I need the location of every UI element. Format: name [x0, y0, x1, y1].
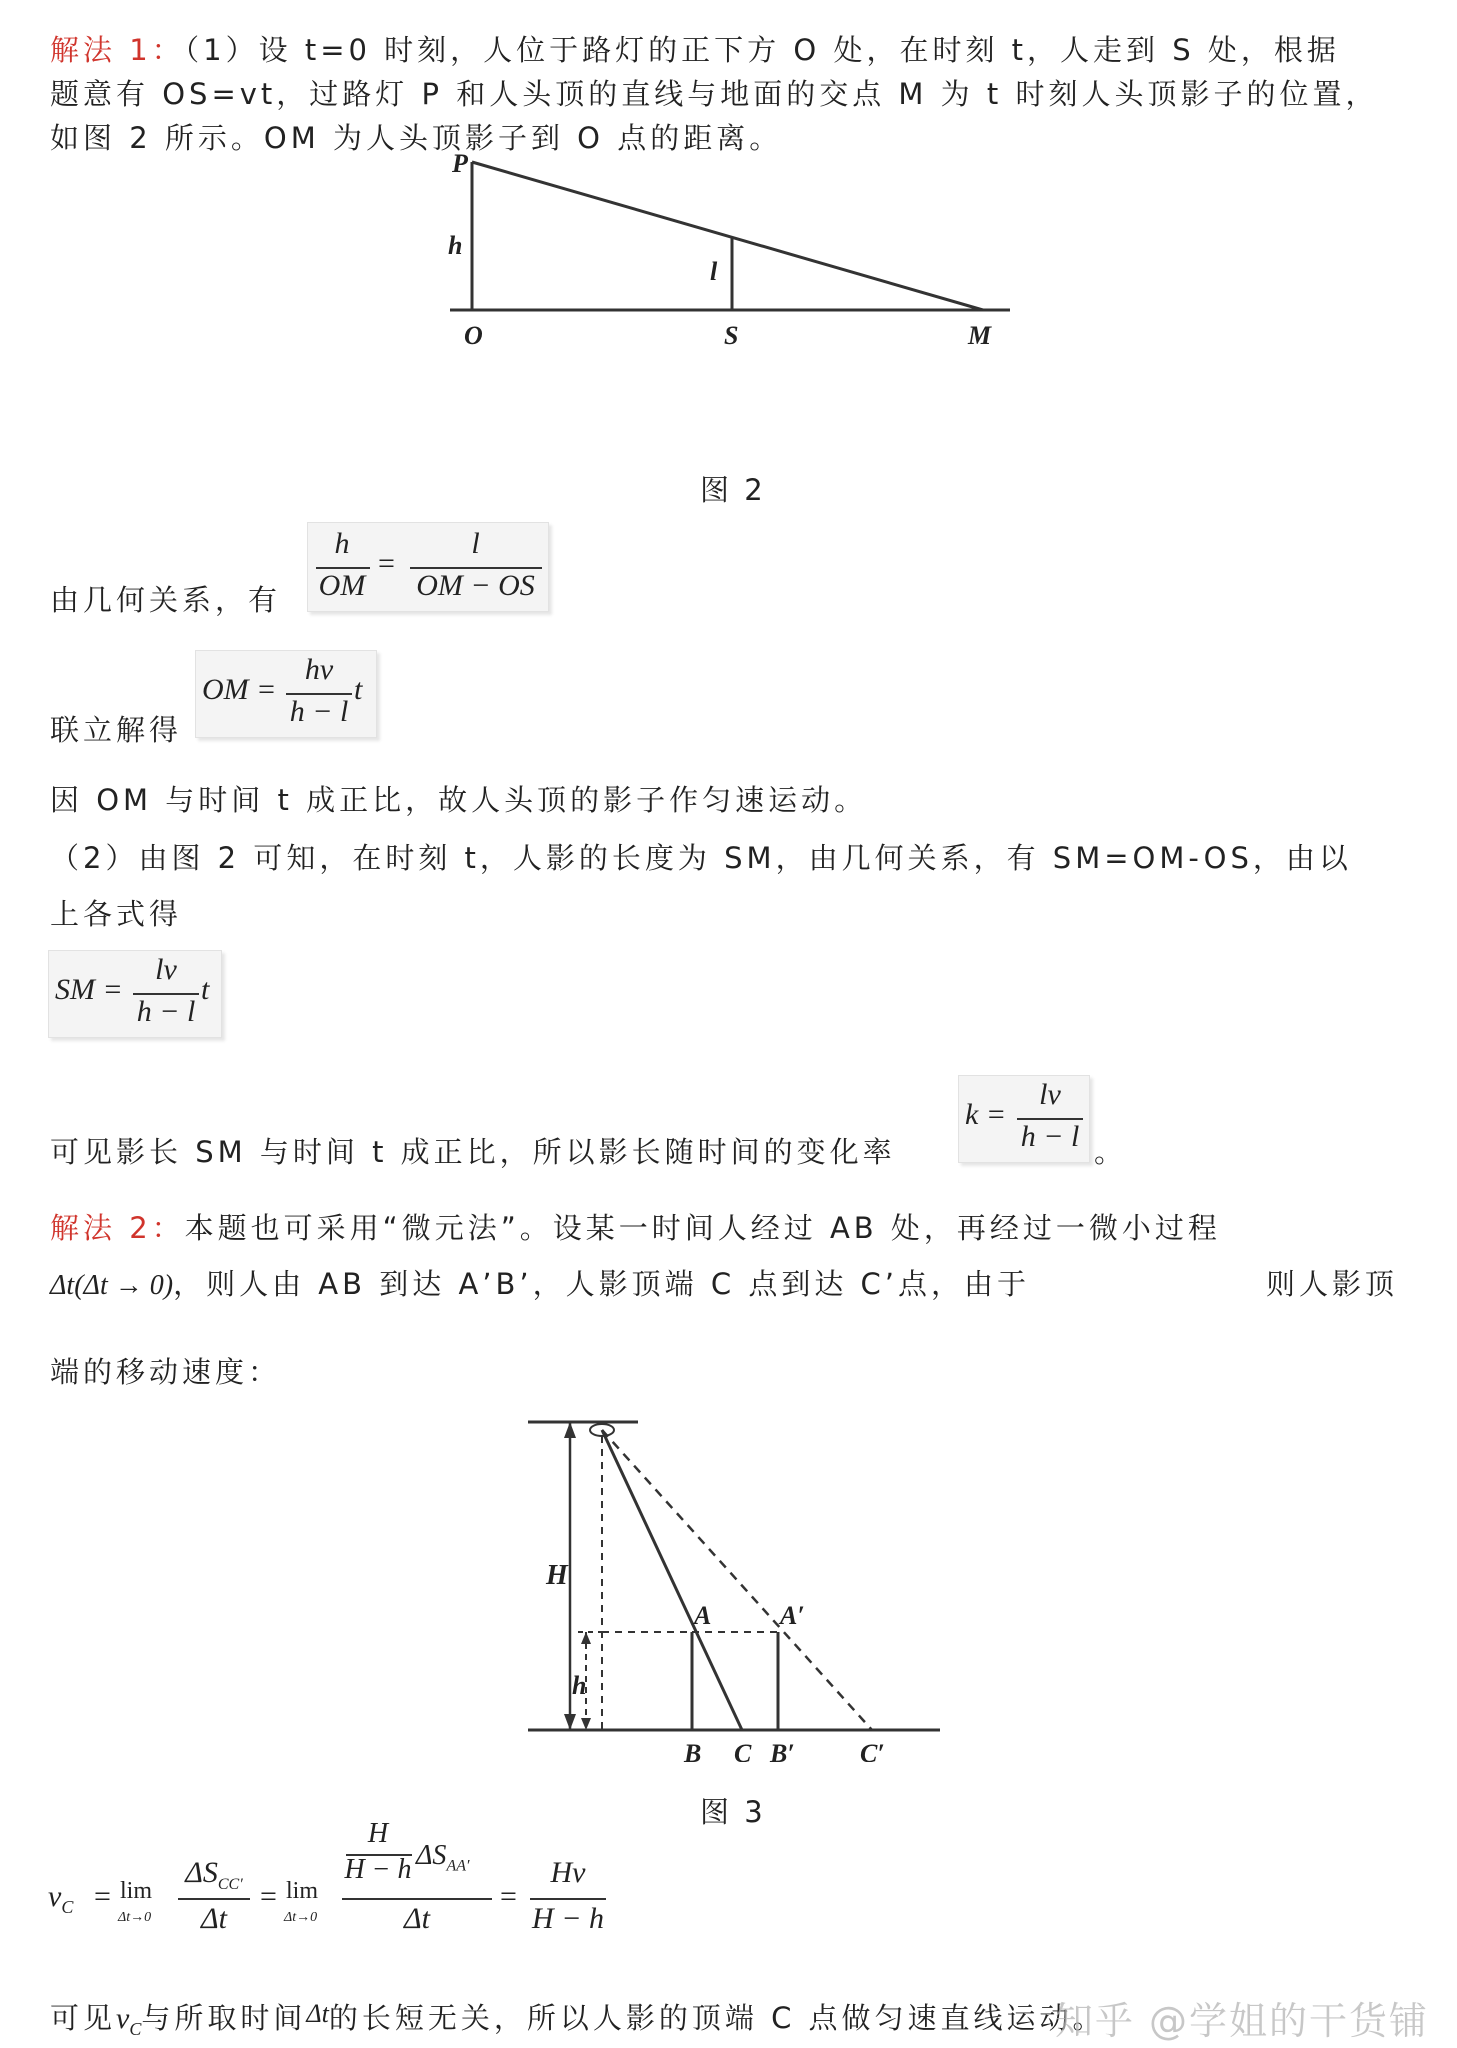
label-M: M [968, 321, 992, 350]
sol2-line2 [50, 1262, 1415, 1303]
eq1-left-num: h [334, 527, 350, 560]
label-P: P [452, 150, 468, 178]
figure-2 [440, 150, 1020, 360]
eq5-lim2: lim [286, 1878, 319, 1904]
sol2-title: 解法 2： [50, 1211, 185, 1245]
eq4-num: lv [1039, 1078, 1061, 1111]
label-h-fig3: h [572, 1671, 587, 1700]
sol2-line2b: 则人影顶 [1266, 1267, 1399, 1301]
equation-4 [958, 1075, 1090, 1163]
rate-end: 。 [1094, 1135, 1128, 1169]
eq1-right-num: l [471, 527, 480, 560]
sol2-line3: 端的移动速度： [50, 1355, 282, 1389]
eq5-lim1: lim [120, 1878, 153, 1904]
final-line: 可见$v_C$与所取时间Δt的长短无关，所以人影的顶端 C 点做匀速直线运动。 [50, 1999, 1106, 2039]
label-l: l [710, 257, 718, 286]
label-O: O [464, 321, 483, 350]
eq1-equals: = [378, 547, 395, 580]
eq3-den: h − l [136, 995, 196, 1028]
eq5-frac1-den: Δt [201, 1902, 227, 1935]
eq5-frac3-num: Hv [550, 1856, 586, 1889]
eq5-inner-num: H [367, 1818, 389, 1849]
sol1-title: 解法 1： [50, 33, 185, 67]
label-B-prime: B′ [770, 1739, 795, 1762]
label-A: A [694, 1601, 712, 1630]
solve-text: 联立解得 [50, 713, 183, 747]
label-H: H [546, 1560, 568, 1591]
eq1-right-den: OM − OS [416, 569, 535, 602]
equation-5 [48, 1818, 648, 1940]
label-C: C [734, 1739, 752, 1762]
eq5-eq2: = [260, 1880, 277, 1913]
eq3-num: lv [155, 953, 177, 986]
sol1-p2-line1: （2）由图 2 可知，在时刻 t，人影的长度为 SM，由几何关系，有 SM=OM-OS，由以 [50, 841, 1352, 875]
sol1-p1-line1: （1）设 t=0 时刻，人位于路灯的正下方 O 处，在时刻 t，人走到 S 处，根据 [184, 33, 1340, 67]
label-A-prime: A′ [780, 1601, 805, 1630]
sol1-p1-line3: 如图 2 所示。OM 为人头顶影子到 O 点的距离。 [50, 121, 783, 155]
eq4-den: h − l [1020, 1120, 1080, 1153]
sol1-p1-line2: 题意有 OS=vt，过路灯 P 和人头顶的直线与地面的交点 M 为 t 时刻人头顶影子的位置， [50, 77, 1379, 111]
eq3-lhs: SM = [55, 973, 123, 1006]
equation-2 [195, 650, 377, 738]
sol1-p2-line2: 上各式得 [50, 897, 183, 931]
eq3-tail: t [201, 973, 210, 1006]
eq5-inner-den: H − h [344, 1854, 412, 1885]
eq5-frac1-num: $\Delta S_{CC'}$ [185, 1856, 243, 1893]
sol2-line1 [50, 1206, 1415, 1247]
eq5-vc: $v_C$ [48, 1880, 74, 1917]
final-dt: Δt [306, 1999, 329, 2028]
label-h: h [448, 231, 463, 260]
fig2-caption: 图 2 [700, 473, 766, 507]
eq5-eq3: = [500, 1880, 517, 1913]
eq1-left-den: OM [318, 569, 366, 602]
equation-1 [307, 522, 549, 612]
label-B: B [684, 1739, 702, 1762]
fig3-caption: 图 3 [700, 1795, 766, 1829]
eq5-frac2-den: Δt [404, 1902, 430, 1935]
equation-3 [48, 950, 222, 1038]
eq2-tail: t [354, 673, 363, 706]
eq2-lhs: OM = [202, 673, 277, 706]
label-S: S [724, 321, 739, 350]
label-C-prime: C′ [860, 1739, 885, 1762]
final-vc: v [116, 2002, 130, 2035]
watermark: 知乎 @学姐的干货铺 [1054, 1999, 1429, 2043]
conclusion-1: 因 OM 与时间 t 成正比，故人头顶的影子作匀速运动。 [50, 783, 868, 817]
rate-text: 可见影长 SM 与时间 t 成正比，所以影长随时间的变化率 [50, 1135, 896, 1169]
eq5-lim1-sub: Δt→0 [118, 1910, 152, 1925]
eq5-eq1: = [94, 1880, 111, 1913]
figure-3 [520, 1412, 940, 1762]
sol2-line1-text: 本题也可采用“微元法”。设某一时间人经过 AB 处，再经过一微小过程 [184, 1211, 1221, 1245]
sol1-line1 [50, 28, 1415, 69]
eq5-lim2-sub: Δt→0 [284, 1910, 318, 1925]
eq5-dS: $\Delta S_{AA'}$ [416, 1840, 470, 1875]
geo-text: 由几何关系，有 [50, 583, 282, 617]
eq5-frac3-den: H − h [532, 1902, 604, 1935]
dt-expression: Δt(Δt → 0) [50, 1270, 174, 1301]
eq2-den: h − l [289, 695, 349, 728]
eq2-num: hv [304, 653, 334, 686]
sol2-line2a: ，则人由 AB 到达 A’B’，人影顶端 C 点到达 C’点，由于 [173, 1267, 1031, 1301]
eq4-lhs: k = [965, 1098, 1007, 1131]
